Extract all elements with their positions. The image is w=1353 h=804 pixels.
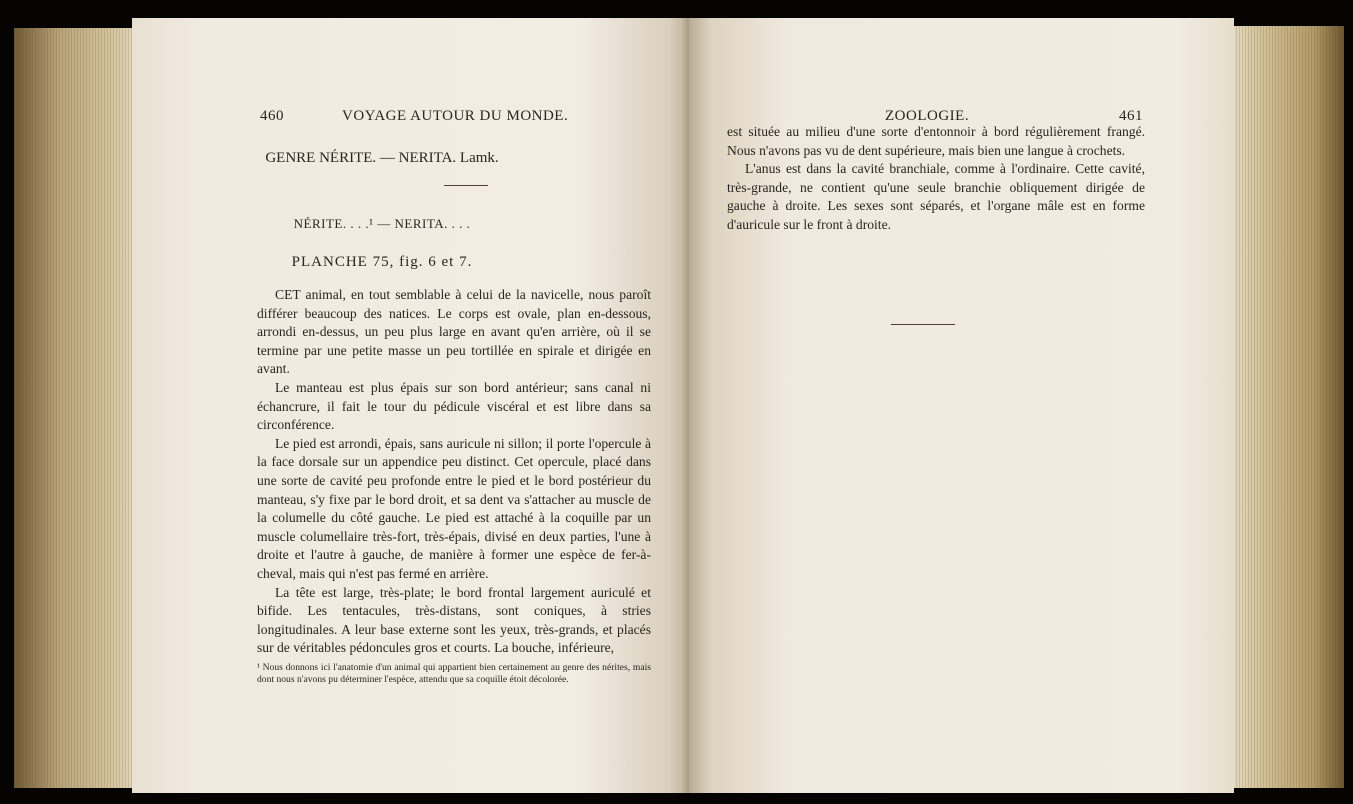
right-page xyxy=(689,18,1234,793)
paragraph: CET animal, en tout semblable à celui de la navicelle, nous paroît différer beaucoup des natices. Le corps est ovale, plan en-dessous, arrondi en-dessus, un peu plus large en avant qu'en arrière, où il se termine par une petite masse un peu tortillée en spirale et dirigée en avant. xyxy=(257,287,651,377)
species-heading: NÉRITE. . . .¹ — NERITA. . . . xyxy=(293,216,471,231)
right-page-number: 461 xyxy=(1119,108,1143,124)
open-book xyxy=(14,8,1344,796)
heading-rule xyxy=(444,185,488,186)
plate-caption: PLANCHE 75, fig. 6 et 7. xyxy=(291,254,473,270)
end-rule xyxy=(891,324,955,325)
right-running-head: ZOOLOGIE. xyxy=(885,108,970,124)
paragraph: Le pied est arrondi, épais, sans auricule ni sillon; il porte l'opercule à la face dorsale sur un appendice peu distinct. Cet opercule, placé dans une sorte de cavité peu profonde entre le pied et le bord postérieur du manteau, s'y fixe par le bord droit, et sa dent va s'attacher au muscle de la columelle du côté gauche. Le pied est attaché à la coquille par un muscle columellaire très-fort, très-épais, divisé en deux parties, l'une à droite et l'autre à gauche, de manière à former une espèce de fer-à-cheval, mais qui n'est pas fermé en arrière. xyxy=(257,435,651,581)
paragraph: La tête est large, très-plate; le bord frontal largement auriculé et bifide. Les tentacules, très-distans, sont coniques, à stries longitudinales. A leur base externe sont les yeux, très-grands, et placés sur de véritables pédoncules gros et courts. La bouche, inférieure, xyxy=(257,584,651,656)
left-body-text xyxy=(257,286,651,658)
paragraph: Le manteau est plus épais sur son bord antérieur; sans canal ni échancrure, il fait le tour du pédicule viscéral et est libre dans sa circonférence. xyxy=(257,379,651,433)
right-page-edges xyxy=(1224,26,1344,788)
genre-title: GENRE NÉRITE. — NERITA. Lamk. xyxy=(265,150,499,166)
right-body-text xyxy=(727,123,1145,235)
left-page-number: 460 xyxy=(260,108,284,124)
footnote: ¹ Nous donnons ici l'anatomie d'un animal qui appartient bien certainement au genre des nérites, mais dont nous n'avons pu déterminer l'espèce, attendu que sa coquille étoit décolorée. xyxy=(257,662,651,685)
paragraph: est située au milieu d'une sorte d'entonnoir à bord régulièrement frangé. Nous n'avons pas vu de dent supérieure, mais bien une langue à crochets. xyxy=(727,124,1145,158)
paragraph: L'anus est dans la cavité branchiale, comme à l'ordinaire. Cette cavité, très-grande, ne contient qu'une seule branchie obliquement dirigée de gauche à droite. Les sexes sont séparés, et l'organe mâle est en forme d'auricule sur le front à droite. xyxy=(727,161,1145,232)
left-page-edges xyxy=(14,28,142,788)
left-running-head: VOYAGE AUTOUR DU MONDE. xyxy=(342,108,569,124)
left-page xyxy=(132,18,692,793)
